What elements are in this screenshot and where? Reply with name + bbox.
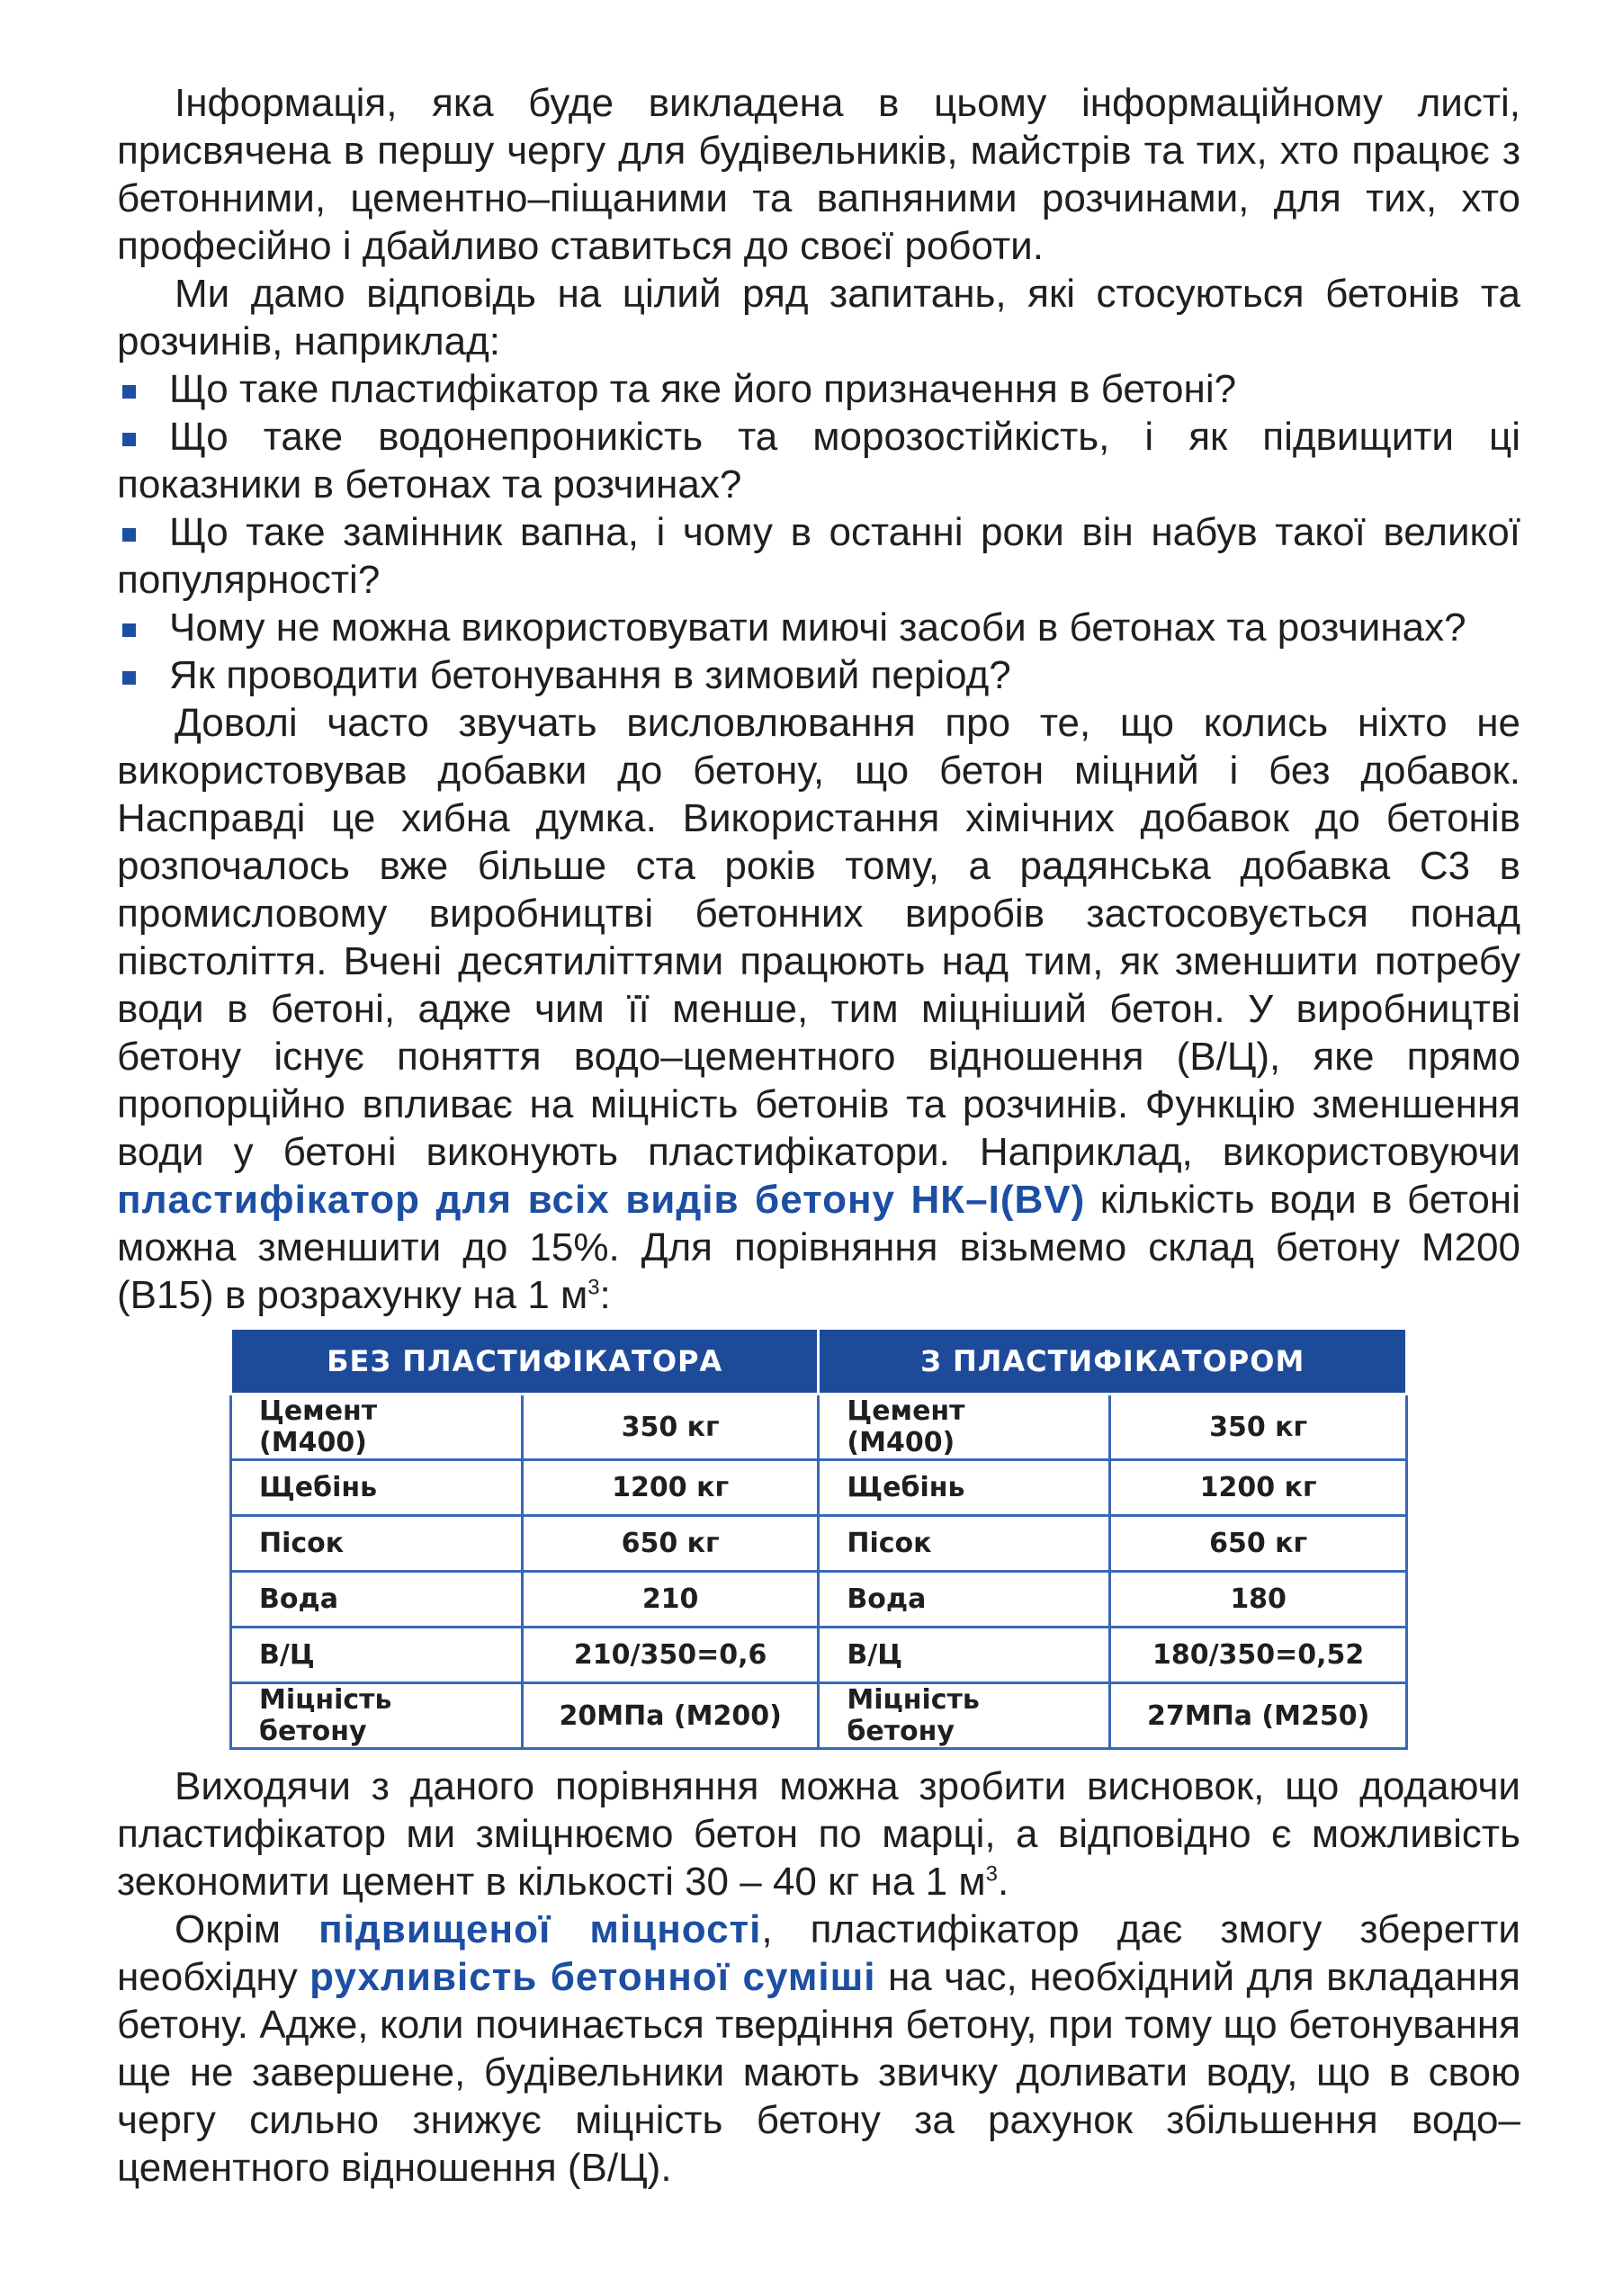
row-label: Пісок	[819, 1516, 1110, 1572]
row-value: 20МПа (М200)	[522, 1683, 818, 1749]
list-item: Що таке пластифікатор та яке його призначення в бетоні?	[117, 365, 1520, 413]
row-value: 180/350=0,52	[1110, 1628, 1407, 1683]
table-row	[231, 1460, 1407, 1516]
list-item: Що таке водонепроникість та морозостійкість, і як підвищити ці показники в бетонах та розчинах?	[117, 415, 1520, 507]
row-label: Цемент (М400)	[819, 1395, 1110, 1460]
conclusion-paragraph: Виходячи з даного порівняння можна зробити висновок, що додаючи пластифікатор ми зміцнюємо бетон по марці, а відповідно є можливість зекономити цемент в кількості 30 – 40 кг на 1 $м^3$.	[117, 1764, 1520, 1904]
row-label: Цемент (М400)	[231, 1395, 523, 1460]
plasticizer-paragraph: Доволі часто звучать висловлювання про те, що колись ніхто не використовував добавки до бетону, що бетон міцний і без добавок. Насправді це хибна думка. Використання хімічних добавок до бетонів розпочалось вже більше ста років тому, а радянська добавка С3 в промисловому виробництві бетонних виробів застосовується понад півстоліття. Вчені десятиліттями працюють над тим, як зменшити потребу води в бетоні, адже чим її менше, тим міцніший бетон. У виробництві бетону існує поняття водо–цементного відношення (В/Ц), яке прямо пропорційно впливає на міцність бетонів та розчинів. Функцію зменшення води у бетоні виконують пластифікатори. Наприклад, використовуючи пластифікатор для всіх видів бетону НК–I(BV) кількість води в бетоні можна зменшити до 15%. Для порівняння візьмемо склад бетону М200 (В15) в розрахунку на 1 $м^3$:	[117, 701, 1520, 1317]
row-value: 1200 кг	[522, 1460, 818, 1516]
table-row	[231, 1395, 1407, 1460]
table-row	[231, 1516, 1407, 1572]
header-without-plasticizer: БЕЗ ПЛАСТИФІКАТОРА	[231, 1330, 819, 1395]
square-bullet-icon	[122, 623, 136, 637]
row-label: В/Ц	[819, 1628, 1110, 1683]
questions-list	[117, 365, 1520, 699]
table-row	[231, 1628, 1407, 1683]
row-label: Вода	[231, 1572, 523, 1628]
row-label: Міцність бетону	[819, 1683, 1110, 1749]
list-item: Що таке замінник вапна, і чому в останні роки він набув такої великої популярності?	[117, 510, 1520, 602]
table-row	[231, 1683, 1407, 1749]
strength-highlight: підвищеної міцності	[318, 1907, 762, 1951]
row-value: 27МПа (М250)	[1110, 1683, 1407, 1749]
square-bullet-icon	[122, 385, 136, 399]
questions-intro-paragraph: Ми дамо відповідь на цілий ряд запитань, які стосуються бетонів та розчинів, наприклад:	[117, 272, 1520, 363]
row-value: 350 кг	[522, 1395, 818, 1460]
table-header-row	[231, 1330, 1407, 1395]
mobility-highlight: рухливість бетонної суміші	[309, 1955, 876, 1999]
intro-paragraph: Інформація, яка буде викладена в цьому інформаційному листі, присвячена в першу чергу для будівельників, майстрів та тих, хто працює з бетонними, цементно–піщаними та вапняними розчинами, для тих, хто професійно і дбайливо ставиться до своєї роботи.	[117, 81, 1520, 268]
row-label: Щебінь	[231, 1460, 523, 1516]
comparison-table	[229, 1330, 1408, 1750]
row-label: Щебінь	[819, 1460, 1110, 1516]
row-label: Вода	[819, 1572, 1110, 1628]
table-row	[231, 1572, 1407, 1628]
row-value: 210	[522, 1572, 818, 1628]
row-value: 650 кг	[522, 1516, 818, 1572]
row-value: 180	[1110, 1572, 1407, 1628]
row-value: 650 кг	[1110, 1516, 1407, 1572]
list-item: Як проводити бетонування в зимовий період?	[117, 651, 1520, 699]
row-value: 210/350=0,6	[522, 1628, 818, 1683]
square-bullet-icon	[122, 433, 136, 446]
square-bullet-icon	[122, 528, 136, 542]
list-item: Чому не можна використовувати миючі засоби в бетонах та розчинах?	[117, 604, 1520, 651]
square-bullet-icon	[122, 671, 136, 685]
document-content	[117, 79, 1520, 2192]
row-label: В/Ц	[231, 1628, 523, 1683]
row-label: Міцність бетону	[231, 1683, 523, 1749]
header-with-plasticizer: З ПЛАСТИФІКАТОРОМ	[819, 1330, 1407, 1395]
product-highlight: пластифікатор для всіх видів бетону НК–I(BV)	[117, 1178, 1086, 1222]
row-label: Пісок	[231, 1516, 523, 1572]
mobility-paragraph: Окрім підвищеної міцності, пластифікатор дає змогу зберегти необхідну рухливість бетонної суміші на час, необхідний для вкладання бетону. Адже, коли починається твердіння бетону, при тому що бетонування ще не завершене, будівельники мають звичку доливати воду, що в свою чергу сильно знижує міцність бетону за рахунок збільшення водо–цементного відношення (В/Ц).	[117, 1907, 1520, 2190]
row-value: 1200 кг	[1110, 1460, 1407, 1516]
row-value: 350 кг	[1110, 1395, 1407, 1460]
